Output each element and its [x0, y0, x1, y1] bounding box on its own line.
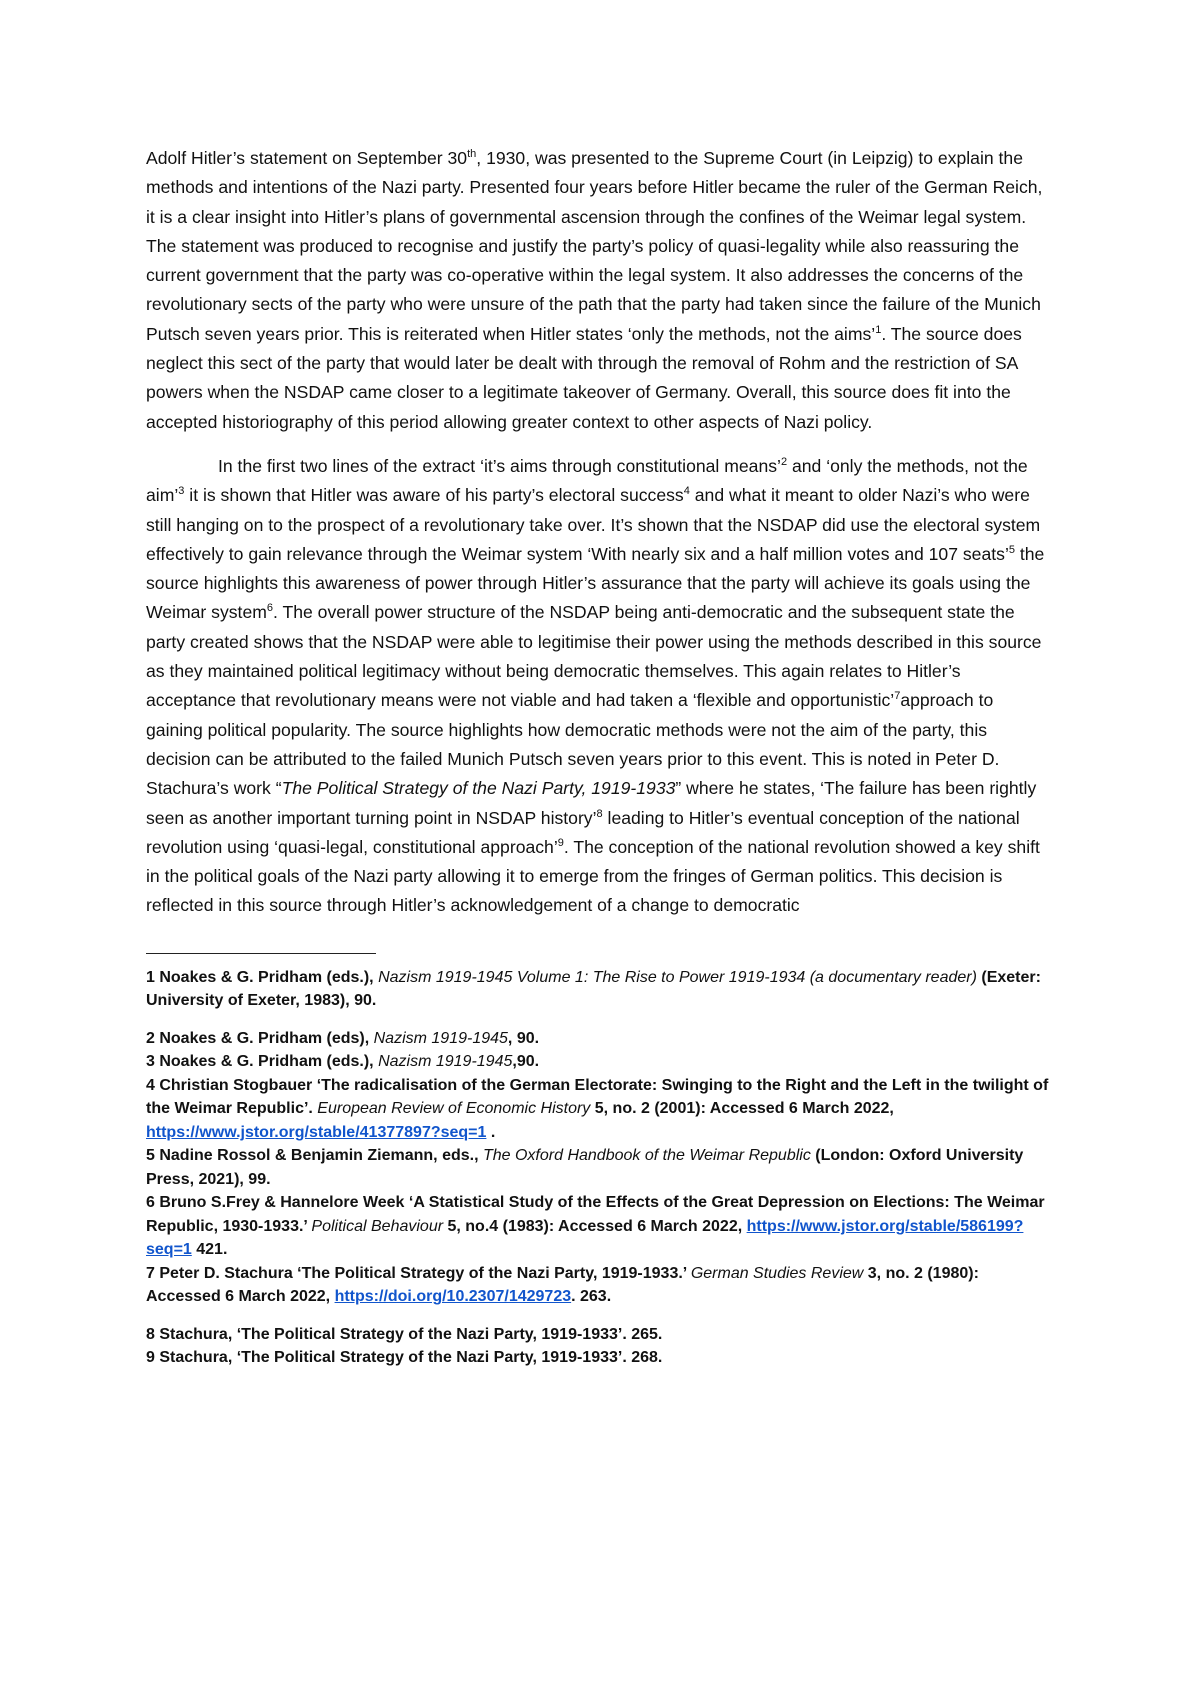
essay-body: [146, 144, 1054, 921]
superscript-th: th: [467, 148, 477, 161]
book-title: The Political Strategy of the Nazi Party, 1919-1933: [281, 778, 676, 799]
footnote-4-link[interactable]: https://www.jstor.org/stable/41377897?seq=1: [146, 1123, 487, 1141]
footnote-ref-7[interactable]: 7: [894, 690, 901, 703]
footnote-4: 4 Christian Stogbauer ‘The radicalisation of the German Electorate: Swinging to the Right and the Left in the twilight of the Weimar Republic’. European Review of Economic History 5, no. 2 (2001): Accessed 6 March 2022, https://www.jstor.org/stable/41377897?seq=1 .: [146, 1076, 1049, 1141]
footnote-7: 7 Peter D. Stachura ‘The Political Strategy of the Nazi Party, 1919-1933.’ German Studies Review 3, no. 2 (1980): Accessed 6 March 2022, https://doi.org/10.2307/1429723. 263.: [146, 1264, 979, 1306]
footnote-3: 3 Noakes & G. Pridham (eds.), Nazism 1919-1945,90.: [146, 1053, 540, 1071]
footnote-separator: [146, 953, 376, 954]
footnote-6-link[interactable]: https://www.jstor.org/stable/586199?seq=1: [146, 1217, 1024, 1259]
footnote-6: 6 Bruno S.Frey & Hannelore Week ‘A Statistical Study of the Effects of the Great Depression on Elections: The Weimar Republic, 1930-1933.’ Political Behaviour 5, no.4 (1983): Accessed 6 March 2022, https://www.jstor.org/stable/586199?seq=1 421.: [146, 1194, 1045, 1259]
footnote-ref-3[interactable]: 3: [178, 485, 185, 498]
paragraph-2: In the first two lines of the extract ‘it’s aims through constitutional means’$^2$ and ‘only the methods, not the aim’$^3$ it is shown that Hitler was aware of his party’s electoral success$^4$ and what it meant to older Nazi’s who were still hanging on to the prospect of a revolutionary take over. It’s shown that the NSDAP did use the electoral system effectively to gain relevance through the Weimar system ‘With nearly six and a half million votes and 107 seats’$^5$ the source highlights this awareness of power through Hitler’s assurance that the party will achieve its goals using the Weimar system$^6$. The overall power structure of the NSDAP being anti-democratic and the subsequent state the party created shows that the NSDAP were able to legitimise their power using the methods described in this source as they maintained political legitimacy without being democratic themselves. This again relates to Hitler’s acceptance that revolutionary means were not viable and had taken a ‘flexible and opportunistic’$^7$approach to gaining political popularity. The source highlights how democratic methods were not the aim of the party, this decision can be attributed to the failed Munich Putsch seven years prior to this event. This is noted in Peter D. Stachura’s work “The Political Strategy of the Nazi Party, 1919-1933” where he states, ‘The failure has been rightly seen as another important turning point in NSDAP history’$^8$ leading to Hitler’s eventual conception of the national revolution using ‘quasi-legal, constitutional approach’$^9$. The conception of the national revolution showed a key shift in the political goals of the Nazi party allowing it to emerge from the fringes of German politics. This decision is reflected in this source through Hitler’s acknowledgement of a change to democratic: [146, 455, 1045, 916]
footnote-8: 8 Stachura, ‘The Political Strategy of the Nazi Party, 1919-1933’. 265.: [146, 1325, 663, 1343]
footnote-5: 5 Nadine Rossol & Benjamin Ziemann, eds., The Oxford Handbook of the Weimar Republic (London: Oxford University Press, 2021), 99.: [146, 1147, 1024, 1188]
footnote-ref-9[interactable]: 9: [557, 836, 564, 849]
footnote-9: 9 Stachura, ‘The Political Strategy of the Nazi Party, 1919-1933’. 268.: [146, 1349, 663, 1367]
footnote-7-link[interactable]: https://doi.org/10.2307/1429723: [334, 1288, 572, 1306]
footnote-ref-6[interactable]: 6: [266, 602, 274, 615]
footnote-ref-5[interactable]: 5: [1008, 544, 1015, 556]
footnote-ref-1[interactable]: 1: [875, 323, 882, 336]
footnote-ref-4[interactable]: 4: [683, 485, 690, 498]
footnote-ref-8[interactable]: 8: [596, 807, 603, 820]
footnote-ref-2[interactable]: 2: [780, 456, 788, 469]
footnotes: [146, 966, 1054, 1370]
paragraph-1: Adolf Hitler’s statement on September 30th, 1930, was presented to the Supreme Court (in Leipzig) to explain the methods and intentions of the Nazi party. Presented four years before Hitler became the ruler of the German Reich, it is a clear insight into Hitler’s plans of governmental ascension through the confines of the Weimar legal system. The statement was produced to recognise and justify the party’s policy of quasi-legality while also reassuring the current government that the party was co-operative within the legal system. It also addresses the concerns of the revolutionary sects of the party who were unsure of the path that the party had taken since the failure of the Munich Putsch seven years prior. This is reiterated when Hitler states ‘only the methods, not the aims’$^1$. The source does neglect this sect of the party that would later be dealt with through the removal of Rohm and the restriction of SA powers when the NSDAP came closer to a legitimate takeover of Germany. Overall, this source does fit into the accepted historiography of this period allowing greater context to other aspects of Nazi policy.: [146, 148, 1043, 432]
footnote-2: 2 Noakes & G. Pridham (eds), Nazism 1919-1945, 90.: [146, 1029, 540, 1047]
footnote-1: 1 Noakes & G. Pridham (eds.), Nazism 1919-1945 Volume 1: The Rise to Power 1919-1934 (a documentary reader) (Exeter: University of Exeter, 1983), 90.: [146, 968, 1041, 1010]
